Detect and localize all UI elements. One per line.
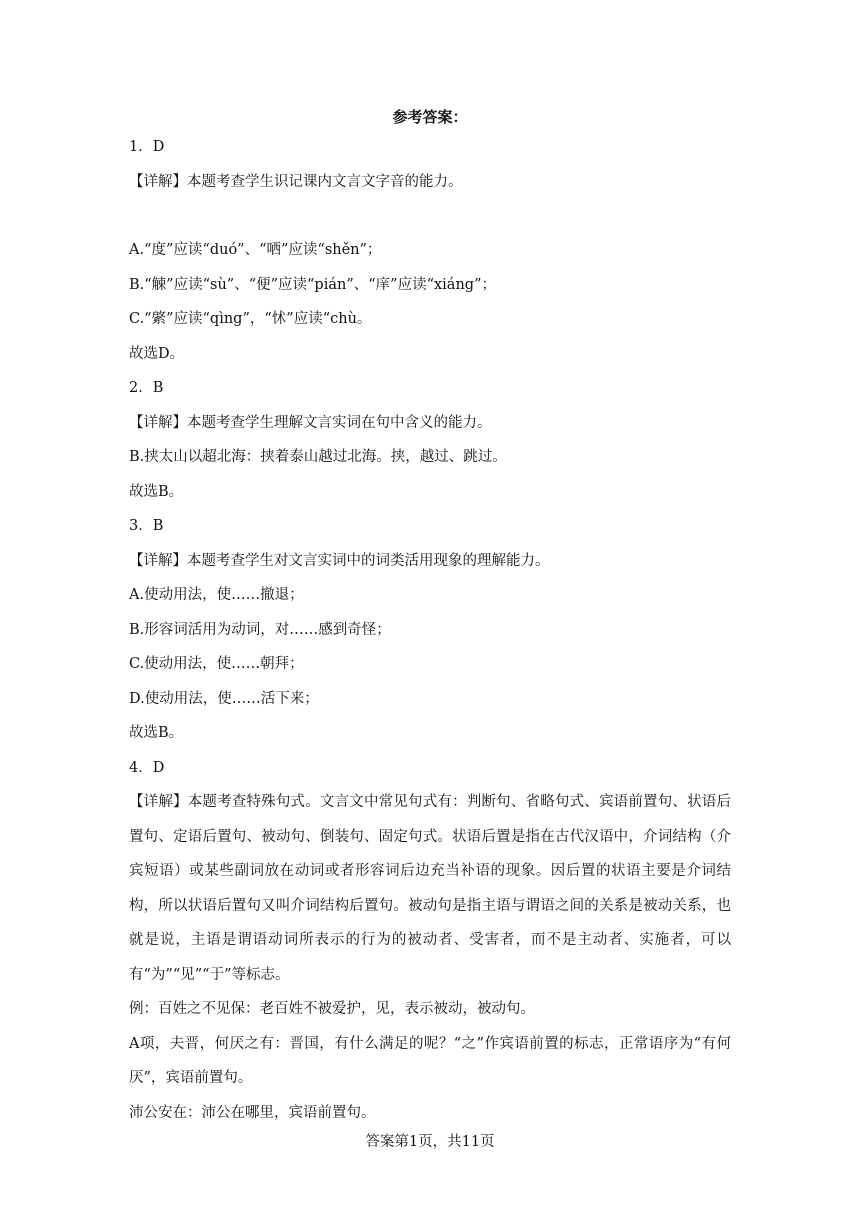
- option-line: A.使动用法，使……撤退；: [129, 587, 304, 603]
- answer-number: 1．D: [129, 139, 165, 155]
- answer-body: [129, 130, 731, 1130]
- option-line: D.使动用法，使……活下来；: [129, 690, 319, 707]
- explanation: 【详解】本题考查学生理解文言实词在句中含义的能力。: [129, 414, 492, 431]
- answer-number: 3．B: [129, 518, 164, 534]
- explanation: 【详解】本题考查特殊句式。文言文中常见句式有：判断句、省略句式、宾语前置句、状语后置句、定语后置句、被动句、倒装句、固定句式。状语后置是指在古代汉语中，介词结构（介宾短语）或某些副词放在动词或者形容词后边充当补语的现象。因后置的状语主要是介词结构，所以状语后置句又叫介词结构后置句。被动句是指主语与谓语之间的关系是被动关系，也就是说，主语是谓语动词所表示的行为的被动者、受害者，而不是主动者、实施者，可以有“为”“见”“于”等标志。: [129, 794, 731, 983]
- option-line: B.挟太山以超北海：挟着泰山越过北海。挟，越过、跳过。: [129, 449, 507, 465]
- conclusion: 故选B。: [129, 483, 184, 500]
- conclusion: 故选B。: [129, 725, 184, 741]
- answer-number: 4．D: [129, 759, 165, 776]
- answer-number: 2．B: [129, 380, 164, 396]
- option-line: B.形容词活用为动词，对……感到奇怪；: [129, 621, 391, 638]
- option-line: C.“綮”应读“qìng”，“怵”应读“chù。: [129, 311, 372, 327]
- page-title: 参考答案：: [392, 108, 468, 126]
- option-line: C.使动用法，使……朝拜；: [129, 656, 304, 672]
- option-line: A.“度”应读“duó”、“哂”应读“shěn”；: [129, 242, 382, 258]
- example-line: 例：百姓之不见保：老百姓不被爱护，见，表示被动，被动句。: [129, 1001, 535, 1017]
- spacer: [129, 199, 731, 233]
- explanation: 【详解】本题考查学生识记课内文言文字音的能力。: [129, 173, 463, 190]
- option-line: A项，夫晋，何厌之有：晋国，有什么满足的呢？“之”作宾语前置的标志，正常语序为“有何厌”，宾语前置句。: [129, 1035, 731, 1086]
- option-line: B.“觫”应读“sù”、“便”应读“pián”、“庠”应读“xiáng”；: [129, 276, 496, 293]
- page-footer: 答案第1页，共11页: [365, 1134, 495, 1150]
- explanation: 【详解】本题考查学生对文言实词中的词类活用现象的理解能力。: [129, 552, 550, 569]
- option-line: 沛公安在：沛公在哪里，宾语前置句。: [129, 1104, 376, 1121]
- conclusion: 故选D。: [129, 345, 185, 362]
